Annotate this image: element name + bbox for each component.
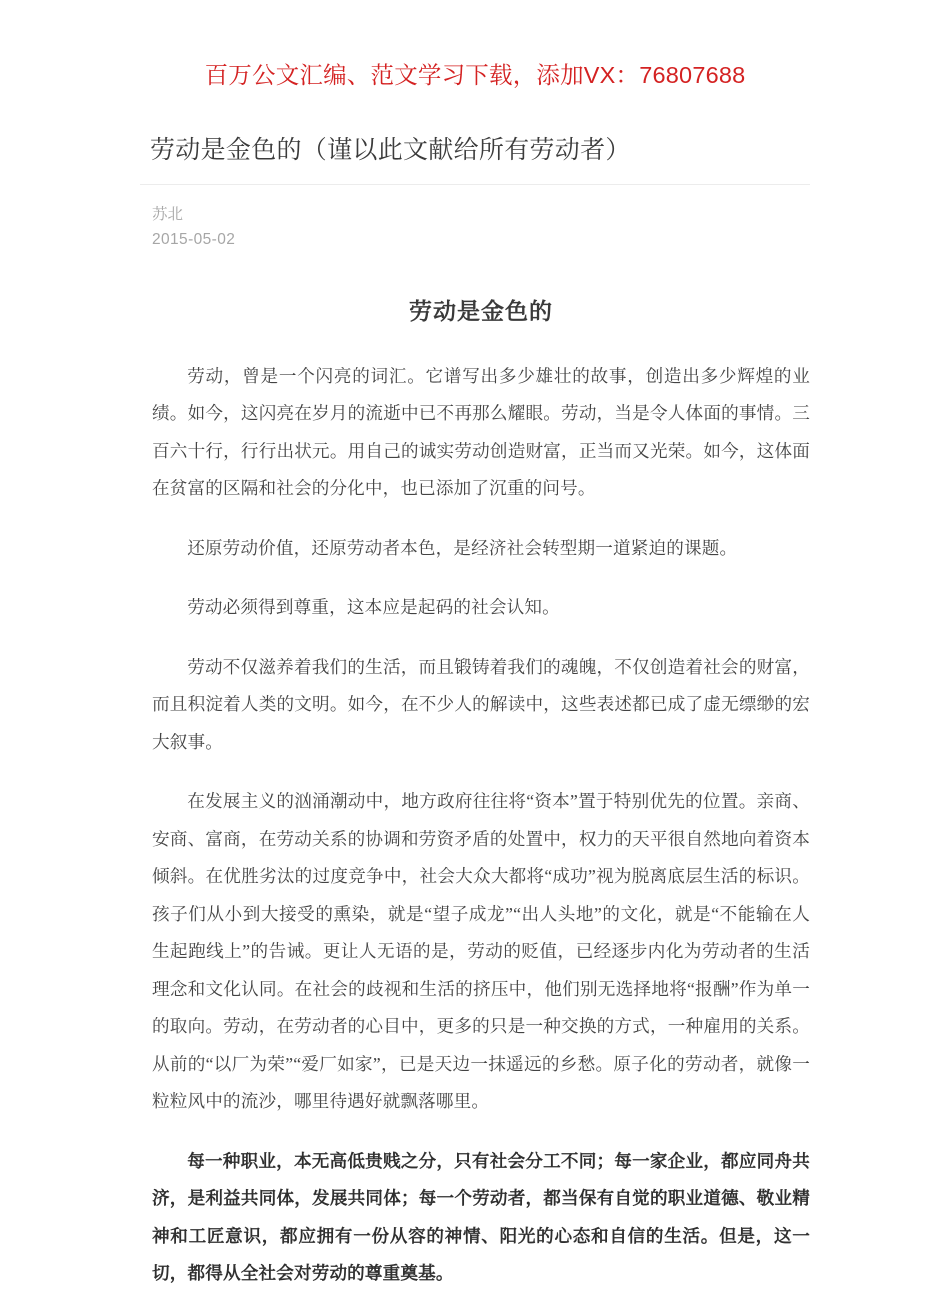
body-paragraph: 劳动必须得到尊重，这本应是起码的社会认知。 [187, 597, 560, 617]
body-paragraph: 劳动，曾是一个闪亮的词汇。它谱写出多少雄壮的故事，创造出多少辉煌的业绩。如今，这闪亮在岁月的流逝中已不再那么耀眼。劳动，当是令人体面的事情。三百六十行，行行出状元。用自己的诚实劳动创造财富，正当而又光荣。如今，这体面在贫富的区隔和社会的分化中，也已添加了沉重的问号。 [152, 365, 810, 498]
article-header [150, 134, 810, 167]
title-divider [140, 184, 810, 185]
body-paragraph-emphasis: 每一种职业，本无高低贵贱之分，只有社会分工不同；每一家企业，都应同舟共济，是利益共同体，发展共同体；每一个劳动者，都当保有自觉的职业道德、敬业精神和工匠意识，都应拥有一份从容的神情、阳光的心态和自信的生活。但是，这一切，都得从全社会对劳动的尊重奠基。 [152, 1150, 810, 1283]
article-author: 苏北 [152, 206, 184, 223]
body-paragraph: 还原劳动价值，还原劳动者本色，是经济社会转型期一道紧迫的课题。 [187, 537, 738, 558]
document-body [152, 295, 810, 1315]
body-paragraph: 劳动不仅滋养着我们的生活，而且锻铸着我们的魂魄，不仅创造着社会的财富，而且积淀着人类的文明。如今，在不少人的解读中，这些表述都已成了虚无缥缈的宏大叙事。 [152, 656, 810, 752]
article-date: 2015-05-02 [152, 230, 236, 248]
promo-banner-text: 百万公文汇编、范文学习下载，添加VX：76807688 [204, 62, 746, 88]
page-title: 劳动是金色的（谨以此文献给所有劳动者） [150, 136, 631, 164]
document-heading: 劳动是金色的 [409, 299, 553, 324]
article-meta [152, 203, 235, 253]
body-paragraph: 在发展主义的汹涌潮动中，地方政府往往将“资本”置于特别优先的位置。亲商、安商、富商，在劳动关系的协调和劳资矛盾的处置中，权力的天平很自然地向着资本倾斜。在优胜劣汰的过度竞争中，社会大众大都将“成功”视为脱离底层生活的标识。孩子们从小到大接受的熏染，就是“望子成龙”“出人头地”的文化，就是“不能输在人生起跑线上”的告诫。更让人无语的是，劳动的贬值，已经逐步内化为劳动者的生活理念和文化认同。在社会的歧视和生活的挤压中，他们别无选择地将“报酬”作为单一的取向。劳动，在劳动者的心目中，更多的只是一种交换的方式，一种雇用的关系。从前的“以厂为荣”“爱厂如家”，已是天边一抹遥远的乡愁。原子化的劳动者，就像一粒粒风中的流沙，哪里待遇好就飘落哪里。 [152, 791, 810, 1111]
